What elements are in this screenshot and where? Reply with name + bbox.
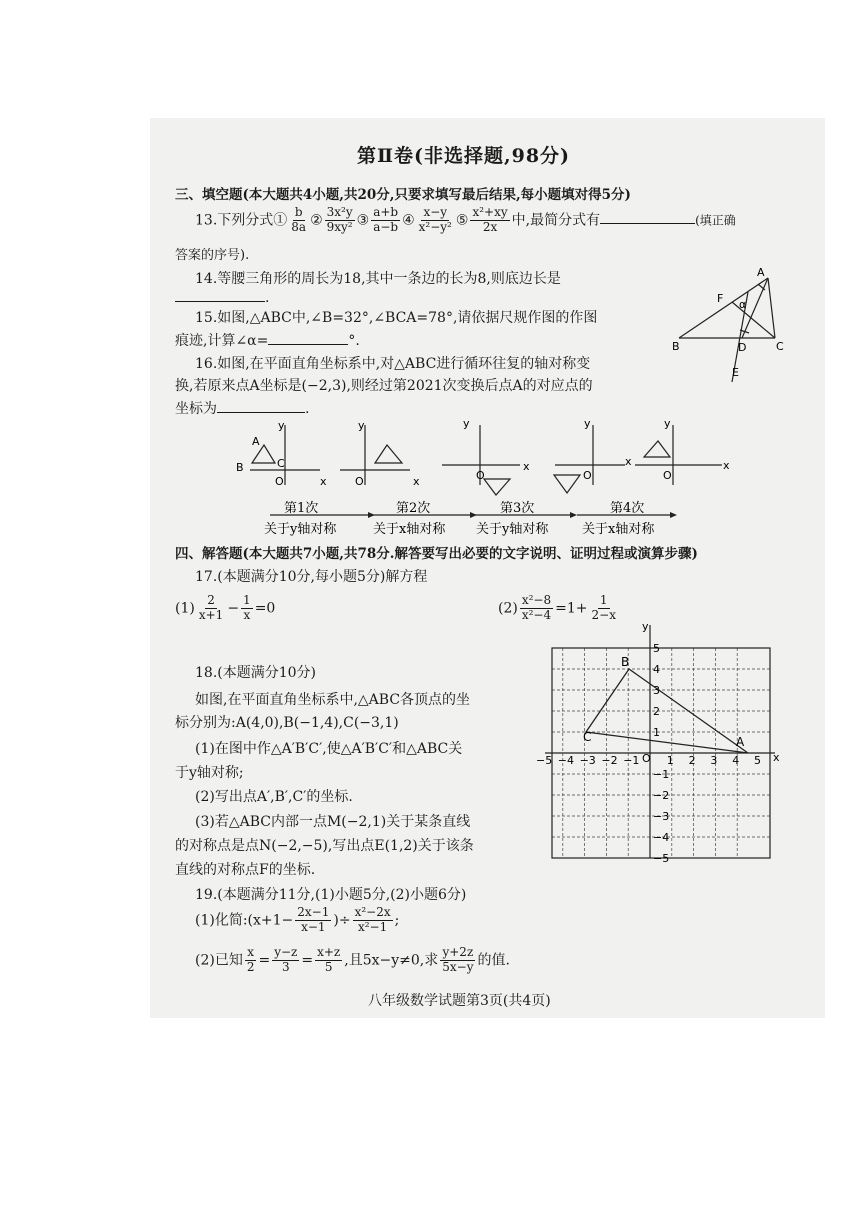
svg-text:x: x xyxy=(625,455,632,468)
svg-text:x: x xyxy=(413,475,420,488)
transform-1-desc: 关于y轴对称 xyxy=(264,522,337,537)
label-a: A xyxy=(757,266,765,279)
svg-text:y: y xyxy=(358,419,365,432)
section-3-heading: 三、填空题(本大题共4小题,共20分,只要求填写最后结果,每小题填对得5分) xyxy=(175,187,631,203)
coordinate-grid xyxy=(535,615,800,865)
transform-2-desc: 关于x轴对称 xyxy=(373,522,446,537)
question-19-part2: (2)已知 $\frac{x}{2}$ = $\frac{y-z}{3}$ = $\frac{x+z}{5}$ ,且5x−y≠0,求 $\frac{y+2z}{5x-y}$ 的值. xyxy=(195,945,510,974)
page-footer: 八年级数学试题第3页(共4页) xyxy=(368,993,551,1009)
side-ac xyxy=(768,278,775,338)
transform-sequence-figure xyxy=(230,415,730,540)
question-19: 19.(本题满分11分,(1)小题5分,(2)小题6分) xyxy=(195,887,467,903)
section-4-heading: 四、解答题(本大题共7小题,共78分.解答要写出必要的文字说明、证明过程或演算步骤) xyxy=(175,546,698,562)
x-tick-label: −4 xyxy=(557,754,575,767)
label-e: E xyxy=(732,366,739,379)
transform-1-label: 第1次 xyxy=(284,501,319,516)
page-title: 第Ⅱ卷(非选择题,98分) xyxy=(357,145,571,167)
svg-text:y: y xyxy=(664,417,671,430)
point-c-label: C xyxy=(583,730,592,744)
question-18-line3: (1)在图中作△A′B′C′,使△A′B′C′和△ABC关 xyxy=(195,741,463,757)
y-tick-label: −4 xyxy=(653,831,670,844)
question-16: 16.如图,在平面直角坐标系中,对△ABC进行循环往复的轴对称变 xyxy=(195,356,591,372)
x-tick-label: −3 xyxy=(579,754,596,767)
svg-text:x: x xyxy=(773,751,780,764)
question-17: 17.(本题满分10分,每小题5分)解方程 xyxy=(195,569,428,585)
svg-text:O: O xyxy=(275,475,284,488)
y-tick-label: −5 xyxy=(653,852,670,865)
y-tick-label: −1 xyxy=(653,768,670,781)
question-18-line7: 的对称点是点N(−2,−5),写出点E(1,2)关于该条 xyxy=(175,838,474,854)
question-13: 13.下列分式① $\frac{b}{8a}$ ② $\frac{\text{3x²y}}{\text{9xy²}}$ ③ $\frac{a+b}{a-b}$ ④ $\frac{x-y}{\text{x²−y²}}$ ⑤ $\frac{\text{x²+xy}}{2x}$ 中,最简分式有 (填正确 xyxy=(195,205,736,234)
x-tick-label: 5 xyxy=(754,754,761,767)
x-tick-label: 3 xyxy=(710,754,718,767)
triangle-step-1 xyxy=(375,445,402,463)
svg-text:x: x xyxy=(320,475,327,488)
label-f: F xyxy=(717,292,724,305)
point-a-label: A xyxy=(736,735,745,749)
question-13-line2: 答案的序号). xyxy=(175,248,250,263)
question-18: 18.(本题满分10分) xyxy=(195,665,317,681)
triangle-step-4 xyxy=(644,441,670,457)
y-tick-label: −3 xyxy=(653,810,670,823)
question-14: 14.等腰三角形的周长为18,其中一条边的长为8,则底边长是 xyxy=(195,271,561,287)
question-18-line2: 标分别为:A(4,0),B(−1,4),C(−3,1) xyxy=(175,715,399,731)
question-19-part1: (1)化简:(x+1− $\frac{2x-1}{x-1}$ )÷ $\frac{\text{x²−2x}}{\text{x²−1}}$ ; xyxy=(195,905,400,934)
question-14-answer-line: . xyxy=(175,290,269,306)
question-15: 15.如图,△ABC中,∠B=32°,∠BCA=78°,请依据尺规作图的作图 xyxy=(195,310,598,326)
svg-text:O: O xyxy=(476,469,485,482)
y-tick-label: 1 xyxy=(653,726,660,739)
svg-text:O: O xyxy=(642,752,651,765)
question-16-line2: 换,若原来点A坐标是(−2,3),则经过第2021次变换后点A的对应点的 xyxy=(175,378,593,394)
triangle-step-2 xyxy=(484,479,510,495)
triangle-step-3 xyxy=(554,475,580,493)
question-17-part2: (2) $\frac{\text{x²−8}}{\text{x²−4}}$ =1+ $\frac{1}{2-x}$ xyxy=(498,593,616,622)
label-c: C xyxy=(776,340,784,353)
label-b: B xyxy=(672,340,680,353)
question-18-line8: 直线的对称点F的坐标. xyxy=(175,862,316,878)
svg-text:A: A xyxy=(252,435,260,448)
x-tick-label: −2 xyxy=(601,754,618,767)
y-tick-label: −2 xyxy=(653,789,670,802)
label-alpha: α xyxy=(739,298,747,311)
svg-text:x: x xyxy=(723,459,730,472)
question-18-line6: (3)若△ABC内部一点M(−2,1)关于某条直线 xyxy=(195,814,471,830)
point-b-label: B xyxy=(621,655,630,669)
y-tick-label: 4 xyxy=(653,663,660,676)
label-d: D xyxy=(738,341,747,354)
figure-15-triangle xyxy=(670,262,790,387)
y-tick-label: 5 xyxy=(653,642,660,655)
svg-text:C: C xyxy=(277,457,285,470)
x-tick-label: 1 xyxy=(666,754,674,767)
svg-text:y: y xyxy=(642,620,649,633)
question-18-line5: (2)写出点A′,B′,C′的坐标. xyxy=(195,789,353,805)
y-tick-label: 2 xyxy=(653,705,660,718)
svg-text:y: y xyxy=(584,417,591,430)
transform-4-label: 第4次 xyxy=(610,501,645,516)
transform-3-label: 第3次 xyxy=(500,501,535,516)
transform-4-desc: 关于x轴对称 xyxy=(582,522,655,537)
svg-text:y: y xyxy=(278,419,285,432)
x-tick-label: 2 xyxy=(688,754,696,767)
question-17-part1: (1) $\frac{2}{x+1}$ − $\frac{1}{x}$ =0 xyxy=(175,593,276,622)
svg-text:O: O xyxy=(355,475,364,488)
svg-text:x: x xyxy=(523,460,530,473)
transform-2-label: 第2次 xyxy=(396,501,431,516)
svg-text:O: O xyxy=(663,469,672,482)
question-18-line1: 如图,在平面直角坐标系中,△ABC各顶点的坐 xyxy=(195,692,471,708)
question-15-line2: 痕迹,计算∠α= °. xyxy=(175,333,360,349)
transform-3-desc: 关于y轴对称 xyxy=(476,522,549,537)
x-tick-label: −5 xyxy=(536,754,553,767)
y-tick-label: 3 xyxy=(653,684,660,697)
question-18-line4: 于y轴对称; xyxy=(175,765,244,781)
svg-text:O: O xyxy=(583,469,592,482)
x-tick-label: 4 xyxy=(732,754,740,767)
svg-text:B: B xyxy=(236,461,244,474)
question-16-line3: 坐标为 . xyxy=(175,401,310,417)
x-tick-label: −1 xyxy=(623,754,640,767)
svg-text:y: y xyxy=(463,417,470,430)
